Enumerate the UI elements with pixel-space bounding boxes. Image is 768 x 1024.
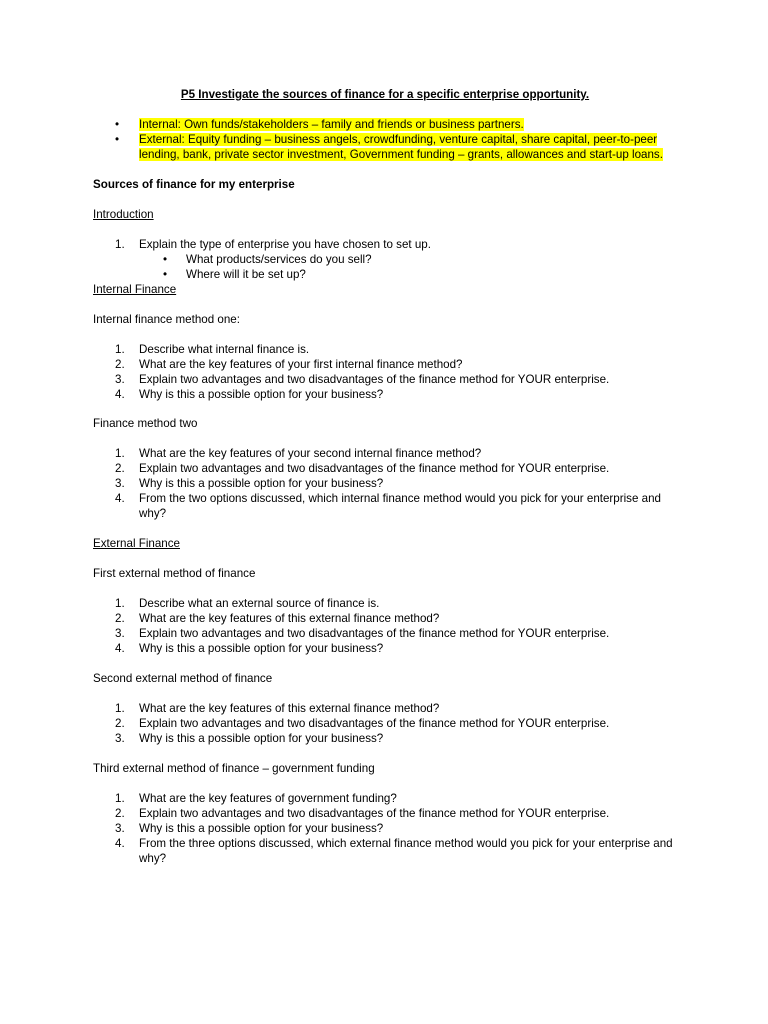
list-item: 1. Describe what internal finance is. [115,343,310,356]
bullet-icon: • [115,133,120,146]
list-item: 4. Why is this a possible option for your business? [115,642,384,655]
bullet-internal [93,117,673,132]
internal-method-two-list [93,446,673,521]
list-item: 4. From the two options discussed, which internal finance method would you pick for your enterprise and why? [115,492,661,520]
internal-method-one-list [93,342,673,402]
bullet-icon: • [163,268,168,281]
external-second-label: Second external method of finance [93,672,273,685]
list-item: 1. What are the key features of this external finance method? [115,702,440,715]
list-item: 3. Explain two advantages and two disadvantages of the finance method for YOUR enterprise. [115,373,610,386]
introduction-list [93,237,673,252]
external-first-list [93,596,673,656]
list-item: 3. Why is this a possible option for your business? [115,477,384,490]
internal-finance-heading: Internal Finance [93,283,177,296]
internal-method-one-label: Internal finance method one: [93,313,240,326]
list-item: 3. Why is this a possible option for your business? [115,732,384,745]
list-item: 2. Explain two advantages and two disadvantages of the finance method for YOUR enterprise. [115,717,610,730]
list-item: 3. Explain two advantages and two disadvantages of the finance method for YOUR enterprise. [115,627,610,640]
list-item: 1. Explain the type of enterprise you have chosen to set up. [115,238,431,251]
list-item: 3. Why is this a possible option for your business? [115,822,384,835]
external-first-label: First external method of finance [93,567,256,580]
list-item: 2. Explain two advantages and two disadvantages of the finance method for YOUR enterprise. [115,462,610,475]
bullet-external [93,132,673,162]
external-third-list [93,791,673,866]
list-item: 1. What are the key features of government funding? [115,792,397,805]
list-item: 2. Explain two advantages and two disadvantages of the finance method for YOUR enterprise. [115,807,610,820]
external-third-label: Third external method of finance – government funding [93,762,375,775]
bullet-icon: • [115,118,120,131]
introduction-heading: Introduction [93,208,154,221]
highlighted-text: Internal: Own funds/stakeholders – family and friends or business partners. [139,118,524,131]
list-item: 4. From the three options discussed, which external finance method would you pick for your enterprise and why? [115,837,673,865]
external-finance-heading: External Finance [93,537,180,550]
bullet-icon: • [163,253,168,266]
finance-sources-bullets [93,117,673,162]
list-item: 1. Describe what an external source of finance is. [115,597,380,610]
list-item: 4. Why is this a possible option for your business? [115,388,384,401]
list-item: • Where will it be set up? [163,268,306,281]
introduction-sub-list [93,252,673,282]
list-item: 2. What are the key features of your first internal finance method? [115,358,463,371]
list-item: 2. What are the key features of this external finance method? [115,612,440,625]
internal-method-two-label: Finance method two [93,417,198,430]
list-item: 1. What are the key features of your second internal finance method? [115,447,482,460]
sources-heading: Sources of finance for my enterprise [93,178,295,191]
document-body [93,87,673,866]
list-item: • What products/services do you sell? [163,253,372,266]
external-second-list [93,701,673,746]
highlighted-text: External: Equity funding – business angels, crowdfunding, venture capital, share capital, peer-to-peer lending, bank, private sector investment, Government funding – grants, allowances and start-up loans. [139,133,663,161]
document-title: P5 Investigate the sources of finance for a specific enterprise opportunity. [180,88,590,101]
